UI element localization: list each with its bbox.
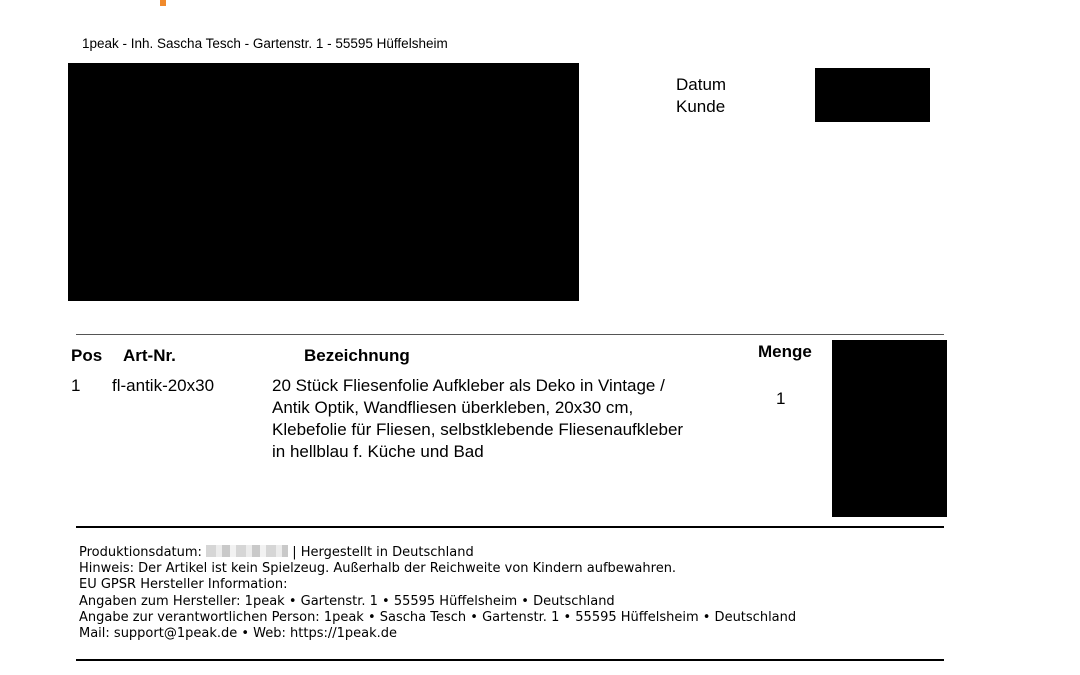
- hinweis-line: Hinweis: Der Artikel ist kein Spielzeug. Außerhalb der Reichweite von Kindern aufbewahren.: [79, 561, 677, 577]
- blurred-date: [206, 545, 288, 557]
- sender-address-line: 1peak - Inh. Sascha Tesch - Gartenstr. 1 - 55595 Hüffelsheim: [82, 36, 448, 51]
- recipient-address-redaction: [68, 63, 579, 301]
- table-top-divider: [76, 334, 944, 335]
- column-header-art-nr: Art-Nr.: [123, 346, 176, 365]
- produktionsdatum-label: Produktionsdatum:: [79, 545, 202, 560]
- verantwortlich-line: Angabe zur verantwortlichen Person: 1peak • Sascha Tesch • Gartenstr. 1 • 55595 Hüffelsheim • Deutschland: [79, 609, 797, 625]
- row-menge: 1: [776, 389, 786, 408]
- produktionsdatum-line: [79, 545, 796, 561]
- gpsr-title: EU GPSR Hersteller Information:: [79, 577, 288, 593]
- footer-info: [79, 545, 796, 642]
- row-pos: 1: [71, 376, 81, 395]
- meta-values-redaction: [815, 68, 930, 122]
- row-bezeichnung: [272, 375, 712, 463]
- bezeichnung-line: Antik Optik, Wandfliesen überkleben, 20x30 cm,: [272, 398, 634, 417]
- bezeichnung-line: in hellblau f. Küche und Bad: [272, 442, 484, 461]
- footer-top-divider: [76, 526, 944, 528]
- kontakt-line: Mail: support@1peak.de • Web: https://1peak.de: [79, 626, 398, 642]
- price-column-redaction: [832, 340, 947, 517]
- datum-label: Datum: [676, 75, 727, 94]
- bezeichnung-line: Klebefolie für Fliesen, selbstklebende Fliesenaufkleber: [272, 420, 684, 439]
- column-header-menge: Menge: [758, 342, 812, 361]
- column-header-bezeichnung: Bezeichnung: [304, 346, 410, 365]
- logo-fragment: [160, 0, 166, 6]
- row-art-nr: fl-antik-20x30: [112, 376, 215, 395]
- hersteller-line: Angaben zum Hersteller: 1peak • Gartenstr. 1 • 55595 Hüffelsheim • Deutschland: [79, 593, 615, 609]
- kunde-label: Kunde: [676, 97, 726, 116]
- footer-bottom-divider: [76, 659, 944, 661]
- bezeichnung-line: 20 Stück Fliesenfolie Aufkleber als Deko in Vintage /: [272, 376, 665, 395]
- produktionsdatum-suffix: | Hergestellt in Deutschland: [292, 545, 474, 560]
- column-header-pos: Pos: [71, 346, 103, 365]
